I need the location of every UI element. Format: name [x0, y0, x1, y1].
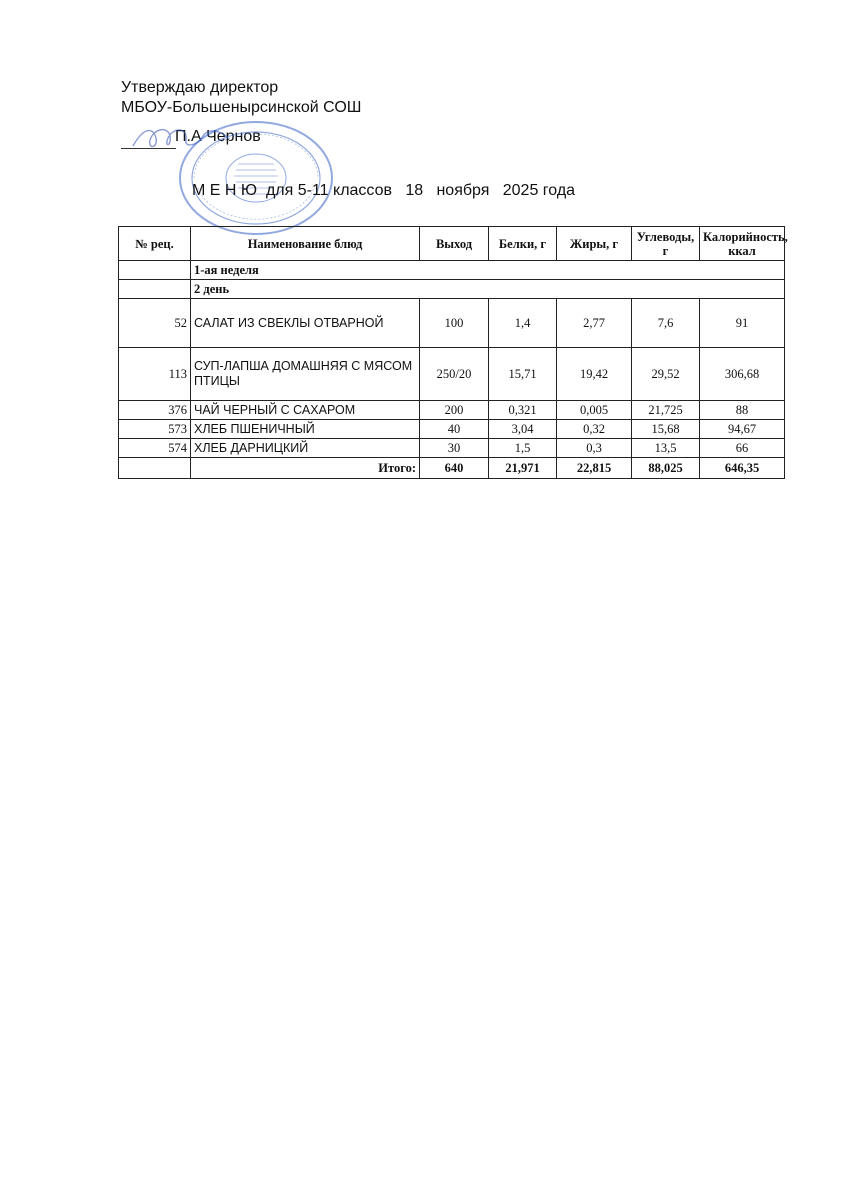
col-header-kcal: Калорийность, ккал: [700, 227, 785, 261]
output-cell: 40: [420, 420, 489, 439]
kcal-cell: 91: [700, 299, 785, 348]
day-row: [119, 280, 785, 299]
carbs-cell: 29,52: [632, 348, 700, 401]
fat-cell: 2,77: [557, 299, 632, 348]
carbs-cell: 15,68: [632, 420, 700, 439]
kcal-cell: 94,67: [700, 420, 785, 439]
total-fat: 22,815: [557, 458, 632, 479]
output-cell: 30: [420, 439, 489, 458]
carbs-cell: 21,725: [632, 401, 700, 420]
dish-name: ЧАЙ ЧЕРНЫЙ С САХАРОМ: [191, 401, 420, 420]
protein-cell: 1,5: [489, 439, 557, 458]
total-kcal: 646,35: [700, 458, 785, 479]
dish-name: СУП-ЛАПША ДОМАШНЯЯ С МЯСОМ ПТИЦЫ: [191, 348, 420, 401]
rec-number: 52: [119, 299, 191, 348]
col-header-output: Выход: [420, 227, 489, 261]
col-header-fat: Жиры, г: [557, 227, 632, 261]
school-stamp: [176, 118, 336, 238]
approval-block: [121, 78, 361, 118]
week-row: [119, 261, 785, 280]
signer-name: П.А Чернов: [175, 128, 261, 145]
rec-number: 113: [119, 348, 191, 401]
table-row: [119, 348, 785, 401]
school-name: МБОУ-Большеныpсинской СОШ: [121, 99, 362, 116]
table-row: [119, 299, 785, 348]
table-row: [119, 439, 785, 458]
carbs-cell: 7,6: [632, 299, 700, 348]
total-protein: 21,971: [489, 458, 557, 479]
table-row: [119, 420, 785, 439]
total-label: Итого:: [191, 458, 420, 479]
col-header-protein: Белки, г: [489, 227, 557, 261]
total-output: 640: [420, 458, 489, 479]
fat-cell: 0,3: [557, 439, 632, 458]
protein-cell: 3,04: [489, 420, 557, 439]
kcal-cell: 88: [700, 401, 785, 420]
protein-cell: 1,4: [489, 299, 557, 348]
kcal-cell: 306,68: [700, 348, 785, 401]
protein-cell: 0,321: [489, 401, 557, 420]
col-header-rec: № рец.: [119, 227, 191, 261]
kcal-cell: 66: [700, 439, 785, 458]
fat-cell: 19,42: [557, 348, 632, 401]
dish-name: ХЛЕБ ДАРНИЦКИЙ: [191, 439, 420, 458]
col-header-dish: Наименование блюд: [191, 227, 420, 261]
rec-number: 574: [119, 439, 191, 458]
menu-title: М Е Н Ю для 5-11 классов 18 ноября 2025 года: [192, 182, 576, 199]
approve-line: Утверждаю директор: [121, 79, 279, 96]
dish-name: САЛАТ ИЗ СВЕКЛЫ ОТВАРНОЙ: [191, 299, 420, 348]
table-header-row: [119, 227, 785, 261]
rec-number: 376: [119, 401, 191, 420]
output-cell: 250/20: [420, 348, 489, 401]
total-carbs: 88,025: [632, 458, 700, 479]
total-row: [119, 458, 785, 479]
output-cell: 200: [420, 401, 489, 420]
table-row: [119, 401, 785, 420]
day-label: 2 день: [191, 280, 785, 299]
fat-cell: 0,005: [557, 401, 632, 420]
dish-name: ХЛЕБ ПШЕНИЧНЫЙ: [191, 420, 420, 439]
carbs-cell: 13,5: [632, 439, 700, 458]
fat-cell: 0,32: [557, 420, 632, 439]
rec-number: 573: [119, 420, 191, 439]
output-cell: 100: [420, 299, 489, 348]
week-label: 1-ая неделя: [191, 261, 785, 280]
col-header-carbs: Углеводы, г: [632, 227, 700, 261]
protein-cell: 15,71: [489, 348, 557, 401]
menu-table: [118, 226, 788, 479]
